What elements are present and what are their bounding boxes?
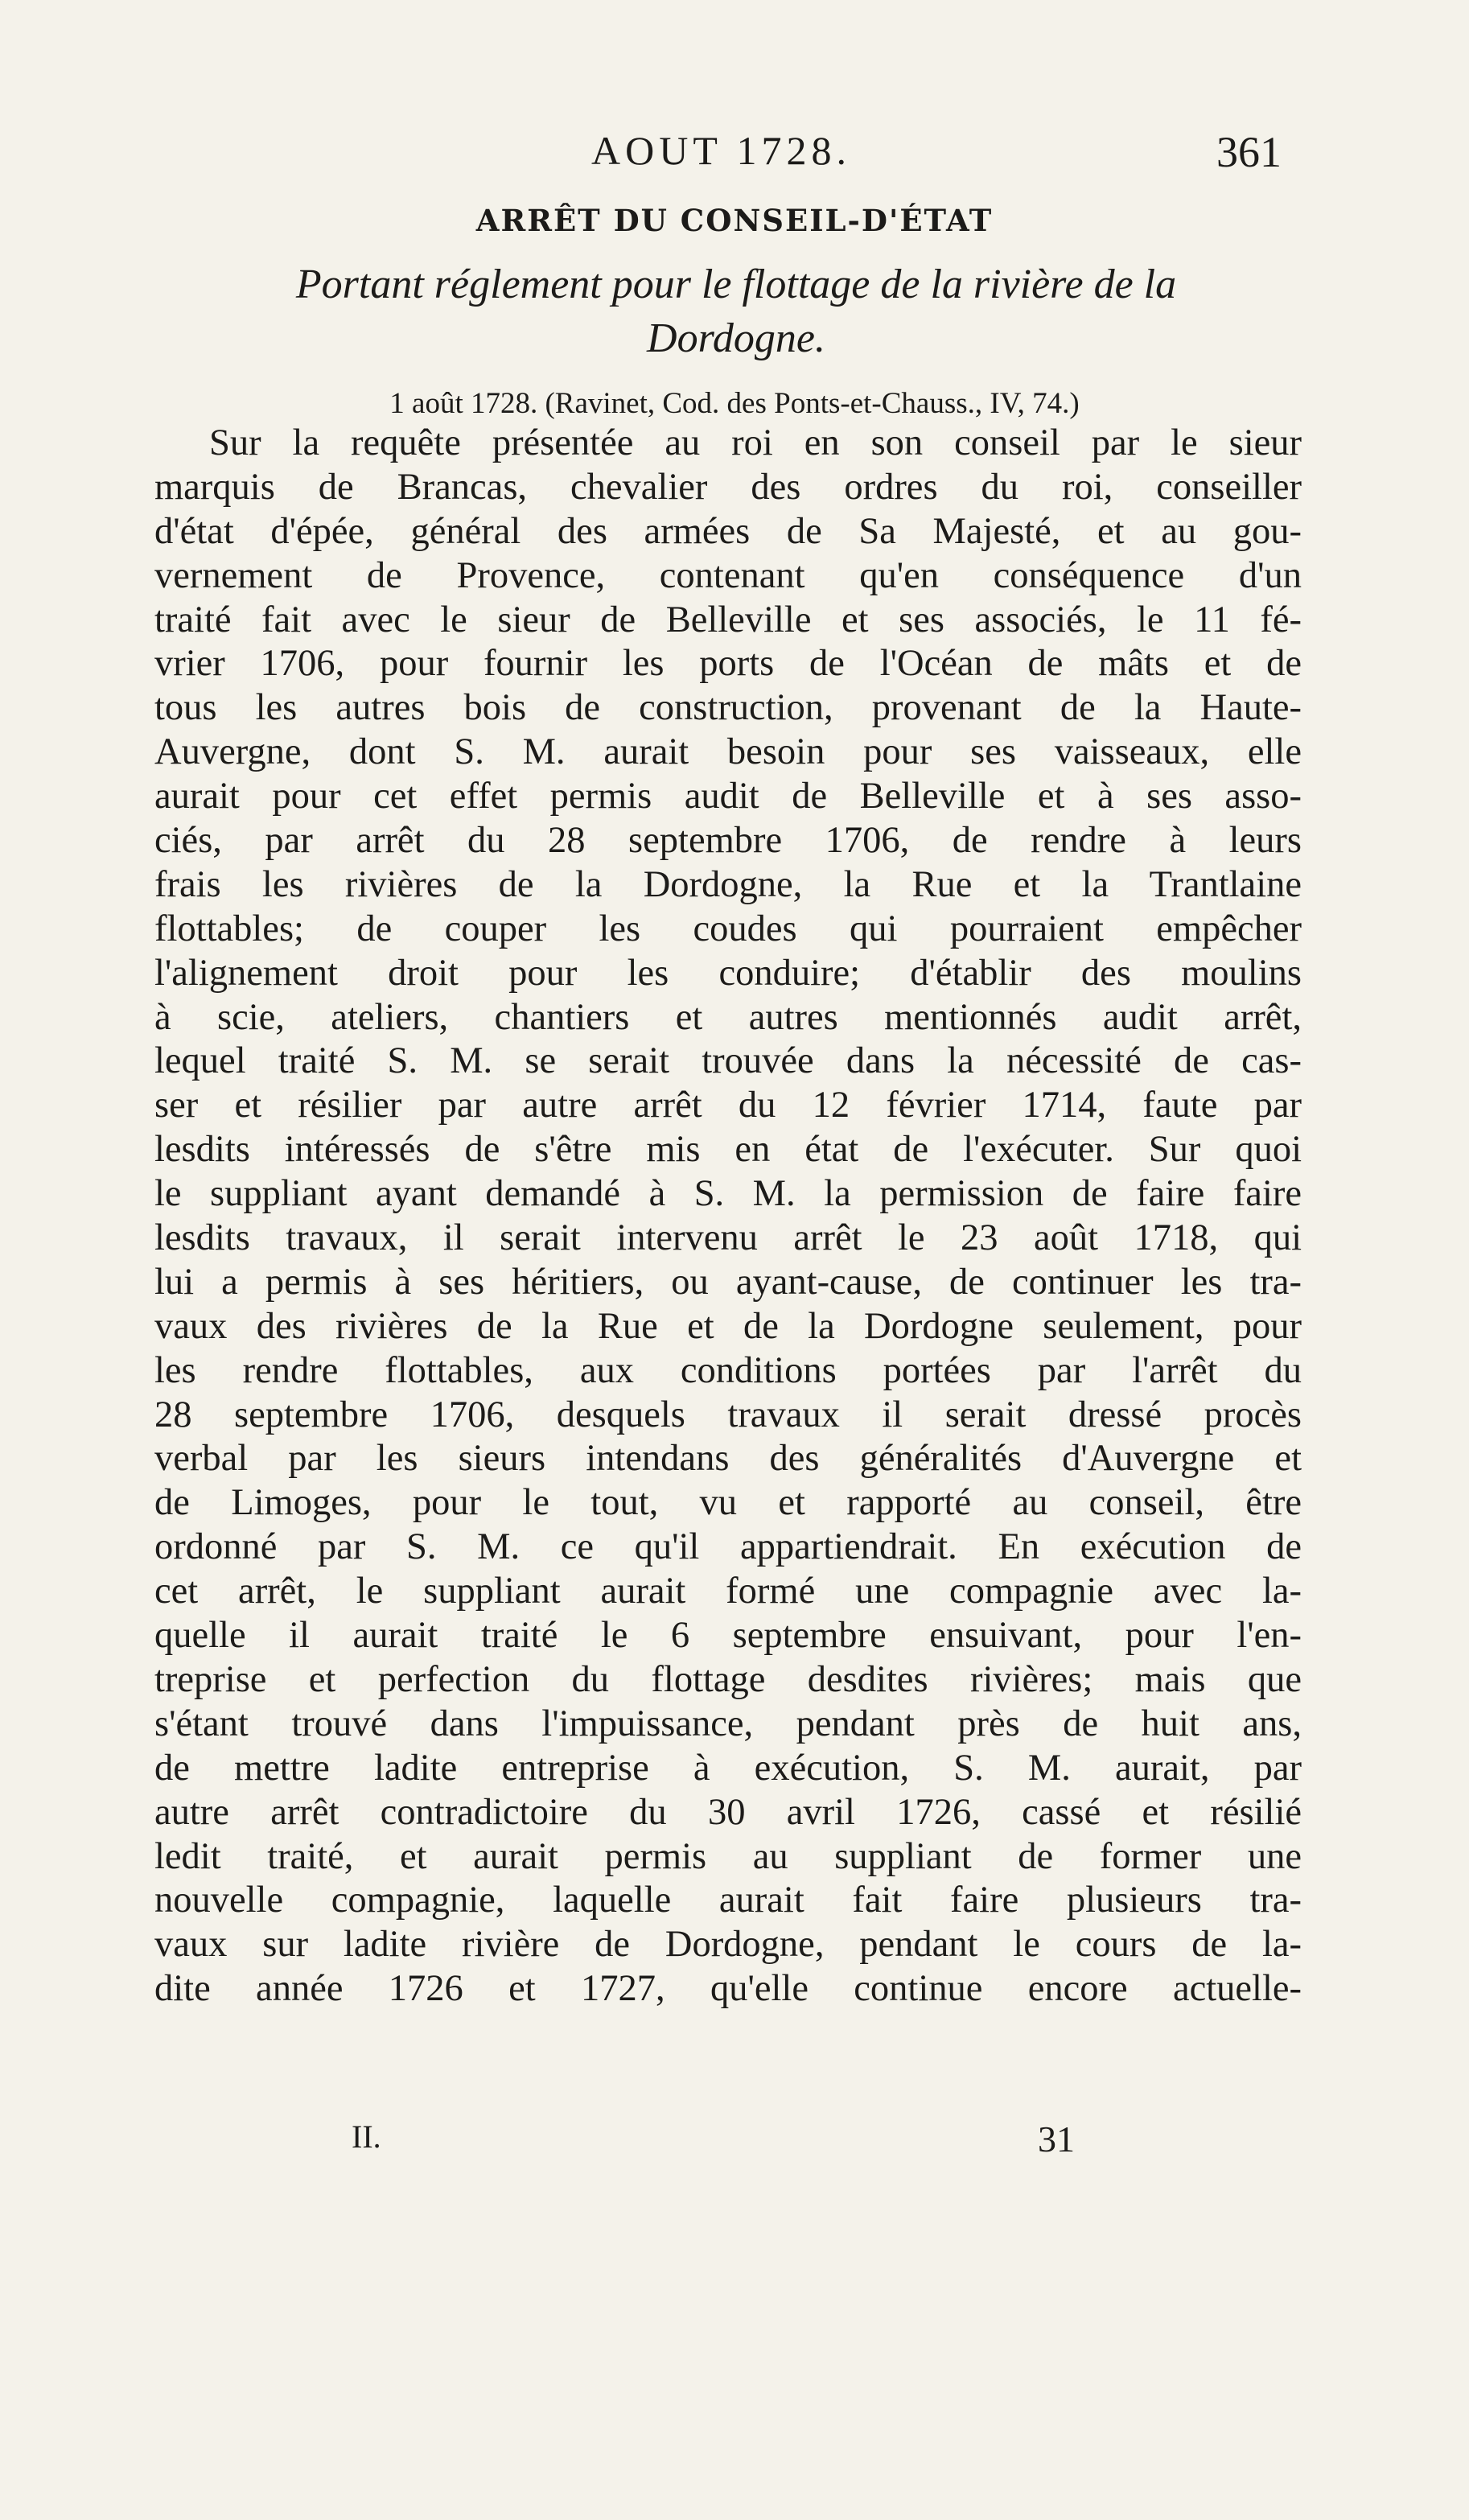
text-line: lui a permis à ses héritiers, ou ayant-cause, de continuer les tra- <box>154 1261 1302 1303</box>
volume-signature: II. <box>352 2119 381 2155</box>
text-line: aurait pour cet effet permis audit de Belleville et à ses asso- <box>154 776 1302 817</box>
text-line: ledit traité, et aurait permis au suppliant de former une <box>154 1835 1302 1877</box>
text-line: treprise et perfection du flottage desdites rivières; mais que <box>154 1658 1302 1700</box>
text-line: verbal par les sieurs intendans des généralités d'Auvergne et <box>154 1438 1302 1480</box>
text-line: lesdits travaux, il serait intervenu arrêt le 23 août 1718, qui <box>154 1217 1302 1259</box>
running-head <box>0 127 1469 183</box>
text-line: s'étant trouvé dans l'impuissance, pendant près de huit ans, <box>154 1703 1302 1744</box>
signature-line <box>0 2118 1469 2166</box>
document-subtitle <box>169 257 1303 365</box>
text-line: dite année 1726 et 1727, qu'elle continue encore actuelle- <box>154 1968 1302 2010</box>
text-line: flottables; de couper les coudes qui pourraient empêcher <box>154 908 1302 949</box>
text-line: vrier 1706, pour fournir les ports de l'Océan de mâts et de <box>154 643 1302 685</box>
text-line: vaux sur ladite rivière de Dordogne, pendant le cours de la- <box>154 1924 1302 1966</box>
text-line: d'état d'épée, général des armées de Sa Majesté, et au gou- <box>154 510 1302 552</box>
text-line: les rendre flottables, aux conditions portées par l'arrêt du <box>154 1349 1302 1391</box>
date-citation: 1 août 1728. (Ravinet, Cod. des Ponts-et-Chauss., IV, 74.) <box>389 387 1080 420</box>
sheet-signature: 31 <box>1038 2119 1075 2160</box>
text-line: ciés, par arrêt du 28 septembre 1706, de rendre à leurs <box>154 820 1302 862</box>
text-line: lequel traité S. M. se serait trouvée dans la nécessité de cas- <box>154 1040 1302 1082</box>
document-heading: ARRÊT DU CONSEIL-D'ÉTAT <box>475 203 994 238</box>
subtitle-line-1: Portant réglement pour le flottage de la rivière de la <box>295 261 1177 307</box>
text-line: de mettre ladite entreprise à exécution, S. M. aurait, par <box>154 1747 1302 1789</box>
body-paragraph <box>154 422 1302 2011</box>
running-title: AOUT 1728. <box>591 128 851 173</box>
text-line: quelle il aurait traité le 6 septembre ensuivant, pour l'en- <box>154 1615 1302 1657</box>
text-line: vaux des rivières de la Rue et de la Dordogne seulement, pour <box>154 1305 1302 1347</box>
text-line: vernement de Provence, contenant qu'en conséquence d'un <box>154 554 1302 596</box>
text-line: de Limoges, pour le tout, vu et rapporté au conseil, être <box>154 1482 1302 1524</box>
text-line: lesdits intéressés de s'être mis en état de l'exécuter. Sur quoi <box>154 1129 1302 1171</box>
text-line: l'alignement droit pour les conduire; d'établir des moulins <box>154 952 1302 994</box>
text-line: traité fait avec le sieur de Belleville et ses associés, le 11 fé- <box>154 599 1302 640</box>
text-line: autre arrêt contradictoire du 30 avril 1726, cassé et résilié <box>154 1791 1302 1833</box>
text-line: ser et résilier par autre arrêt du 12 février 1714, faute par <box>154 1085 1302 1126</box>
subtitle-line-2: Dordogne. <box>647 315 825 361</box>
text-line: marquis de Brancas, chevalier des ordres du roi, conseiller <box>154 466 1302 508</box>
text-line: cet arrêt, le suppliant aurait formé une compagnie avec la- <box>154 1571 1302 1612</box>
text-line: ordonné par S. M. ce qu'il appartiendrait. En exécution de <box>154 1526 1302 1568</box>
text-line: à scie, ateliers, chantiers et autres mentionnés audit arrêt, <box>154 996 1302 1038</box>
text-line: Sur la requête présentée au roi en son conseil par le sieur <box>209 422 1302 463</box>
text-line: le suppliant ayant demandé à S. M. la permission de faire faire <box>154 1173 1302 1215</box>
text-line: 28 septembre 1706, desquels travaux il serait dressé procès <box>154 1394 1302 1435</box>
text-line: nouvelle compagnie, laquelle aurait fait faire plusieurs tra- <box>154 1880 1302 1921</box>
text-line: frais les rivières de la Dordogne, la Rue et la Trantlaine <box>154 863 1302 905</box>
text-line: Auvergne, dont S. M. aurait besoin pour ses vaisseaux, elle <box>154 731 1302 773</box>
page-number: 361 <box>1216 128 1282 176</box>
text-line: tous les autres bois de construction, provenant de la Haute- <box>154 687 1302 729</box>
